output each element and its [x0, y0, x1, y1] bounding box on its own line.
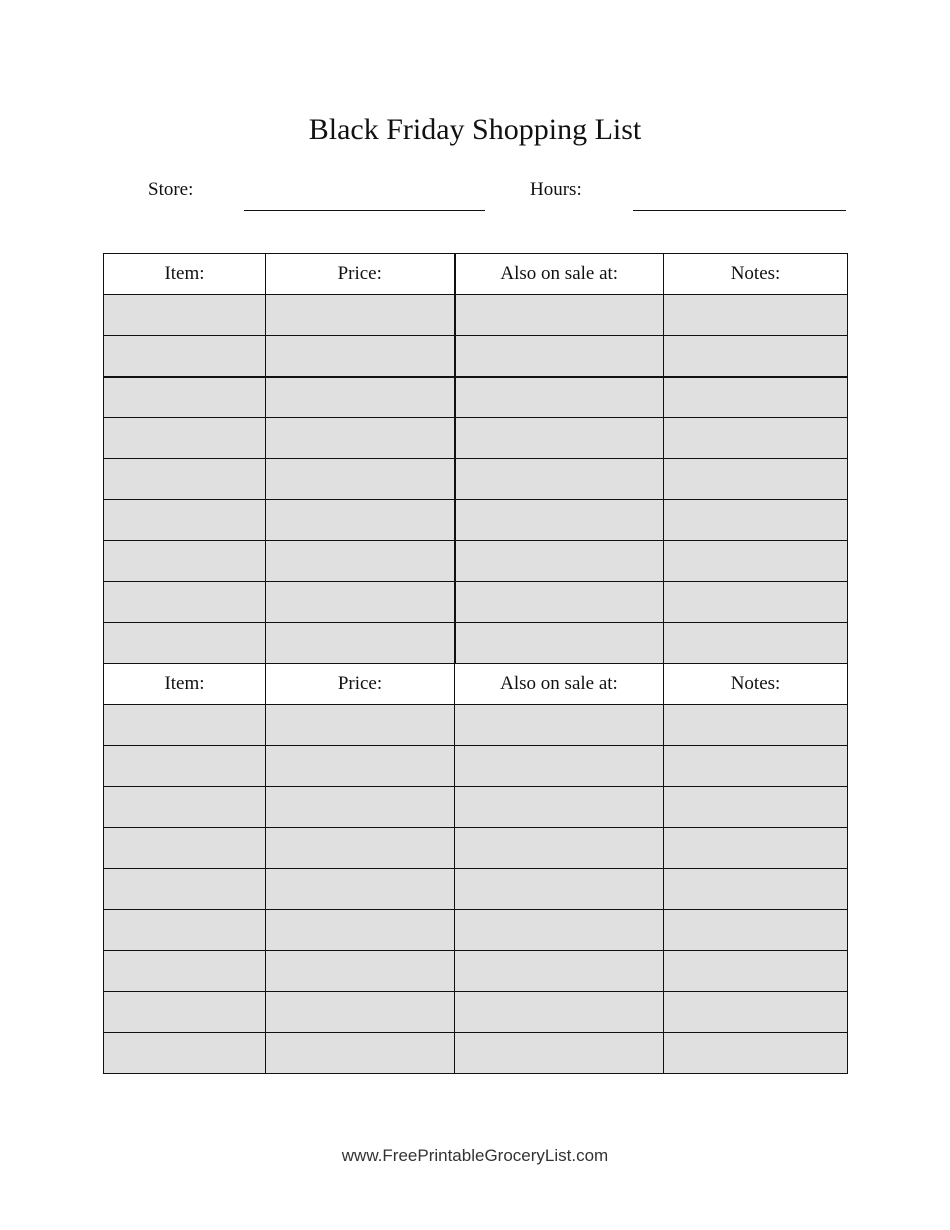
table-row: [104, 500, 848, 541]
price-cell[interactable]: [266, 377, 455, 418]
also-on-sale-cell[interactable]: [455, 377, 664, 418]
table-row: [104, 828, 848, 869]
notes-cell[interactable]: [664, 582, 848, 623]
item-cell[interactable]: [104, 582, 266, 623]
also-on-sale-cell[interactable]: [455, 951, 664, 992]
price-cell[interactable]: [266, 582, 455, 623]
price-cell[interactable]: [266, 295, 455, 336]
price-cell[interactable]: [266, 336, 455, 377]
price-cell[interactable]: [266, 746, 455, 787]
table-row: [104, 1033, 848, 1074]
notes-cell[interactable]: [664, 541, 848, 582]
price-cell[interactable]: [266, 828, 455, 869]
column-header-price: Price:: [266, 254, 455, 295]
also-on-sale-cell[interactable]: [455, 500, 664, 541]
also-on-sale-cell[interactable]: [455, 623, 664, 664]
also-on-sale-cell[interactable]: [455, 910, 664, 951]
also-on-sale-cell[interactable]: [455, 705, 664, 746]
column-header-item: Item:: [104, 254, 266, 295]
price-cell[interactable]: [266, 500, 455, 541]
price-cell[interactable]: [266, 1033, 455, 1074]
notes-cell[interactable]: [664, 336, 848, 377]
header-row: [104, 664, 848, 705]
item-cell[interactable]: [104, 1033, 266, 1074]
table-row: [104, 787, 848, 828]
table-row: [104, 705, 848, 746]
table-row: [104, 377, 848, 418]
item-cell[interactable]: [104, 336, 266, 377]
notes-cell[interactable]: [664, 746, 848, 787]
notes-cell[interactable]: [664, 500, 848, 541]
item-cell[interactable]: [104, 787, 266, 828]
also-on-sale-cell[interactable]: [455, 869, 664, 910]
table-row: [104, 295, 848, 336]
item-cell[interactable]: [104, 623, 266, 664]
table-row: [104, 910, 848, 951]
also-on-sale-cell[interactable]: [455, 992, 664, 1033]
column-header-also-on-sale: Also on sale at:: [455, 664, 664, 705]
hours-label: Hours:: [530, 179, 582, 200]
table-row: [104, 582, 848, 623]
column-header-notes: Notes:: [664, 664, 848, 705]
table-row: [104, 623, 848, 664]
also-on-sale-cell[interactable]: [455, 787, 664, 828]
notes-cell[interactable]: [664, 418, 848, 459]
item-cell[interactable]: [104, 418, 266, 459]
also-on-sale-cell[interactable]: [455, 336, 664, 377]
item-cell[interactable]: [104, 951, 266, 992]
item-cell[interactable]: [104, 377, 266, 418]
page-title: Black Friday Shopping List: [308, 113, 642, 146]
item-cell[interactable]: [104, 910, 266, 951]
notes-cell[interactable]: [664, 910, 848, 951]
table-row: [104, 951, 848, 992]
table-row: [104, 746, 848, 787]
header-row: [104, 254, 848, 295]
shopping-list-table: [103, 253, 848, 1074]
notes-cell[interactable]: [664, 869, 848, 910]
item-cell[interactable]: [104, 992, 266, 1033]
item-cell[interactable]: [104, 500, 266, 541]
item-cell[interactable]: [104, 541, 266, 582]
notes-cell[interactable]: [664, 459, 848, 500]
price-cell[interactable]: [266, 787, 455, 828]
table-row: [104, 869, 848, 910]
item-cell[interactable]: [104, 705, 266, 746]
price-cell[interactable]: [266, 705, 455, 746]
table-row: [104, 541, 848, 582]
column-header-notes: Notes:: [664, 254, 848, 295]
notes-cell[interactable]: [664, 623, 848, 664]
table-row: [104, 336, 848, 377]
price-cell[interactable]: [266, 869, 455, 910]
price-cell[interactable]: [266, 951, 455, 992]
notes-cell[interactable]: [664, 1033, 848, 1074]
column-header-item: Item:: [104, 664, 266, 705]
notes-cell[interactable]: [664, 787, 848, 828]
hours-field-line[interactable]: [633, 210, 846, 211]
also-on-sale-cell[interactable]: [455, 541, 664, 582]
table-row: [104, 992, 848, 1033]
price-cell[interactable]: [266, 992, 455, 1033]
price-cell[interactable]: [266, 541, 455, 582]
also-on-sale-cell[interactable]: [455, 582, 664, 623]
footer-website: www.FreePrintableGroceryList.com: [341, 1146, 609, 1165]
notes-cell[interactable]: [664, 828, 848, 869]
notes-cell[interactable]: [664, 992, 848, 1033]
also-on-sale-cell[interactable]: [455, 1033, 664, 1074]
store-field-line[interactable]: [244, 210, 485, 211]
item-cell[interactable]: [104, 746, 266, 787]
store-label: Store:: [148, 179, 194, 200]
price-cell[interactable]: [266, 623, 455, 664]
price-cell[interactable]: [266, 418, 455, 459]
item-cell[interactable]: [104, 869, 266, 910]
also-on-sale-cell[interactable]: [455, 828, 664, 869]
notes-cell[interactable]: [664, 377, 848, 418]
item-cell[interactable]: [104, 459, 266, 500]
also-on-sale-cell[interactable]: [455, 746, 664, 787]
column-header-also-on-sale: Also on sale at:: [455, 254, 664, 295]
notes-cell[interactable]: [664, 295, 848, 336]
item-cell[interactable]: [104, 828, 266, 869]
also-on-sale-cell[interactable]: [455, 418, 664, 459]
notes-cell[interactable]: [664, 951, 848, 992]
table-row: [104, 418, 848, 459]
notes-cell[interactable]: [664, 705, 848, 746]
price-cell[interactable]: [266, 459, 455, 500]
also-on-sale-cell[interactable]: [455, 295, 664, 336]
table-row: [104, 459, 848, 500]
column-header-price: Price:: [266, 664, 455, 705]
item-cell[interactable]: [104, 295, 266, 336]
also-on-sale-cell[interactable]: [455, 459, 664, 500]
price-cell[interactable]: [266, 910, 455, 951]
